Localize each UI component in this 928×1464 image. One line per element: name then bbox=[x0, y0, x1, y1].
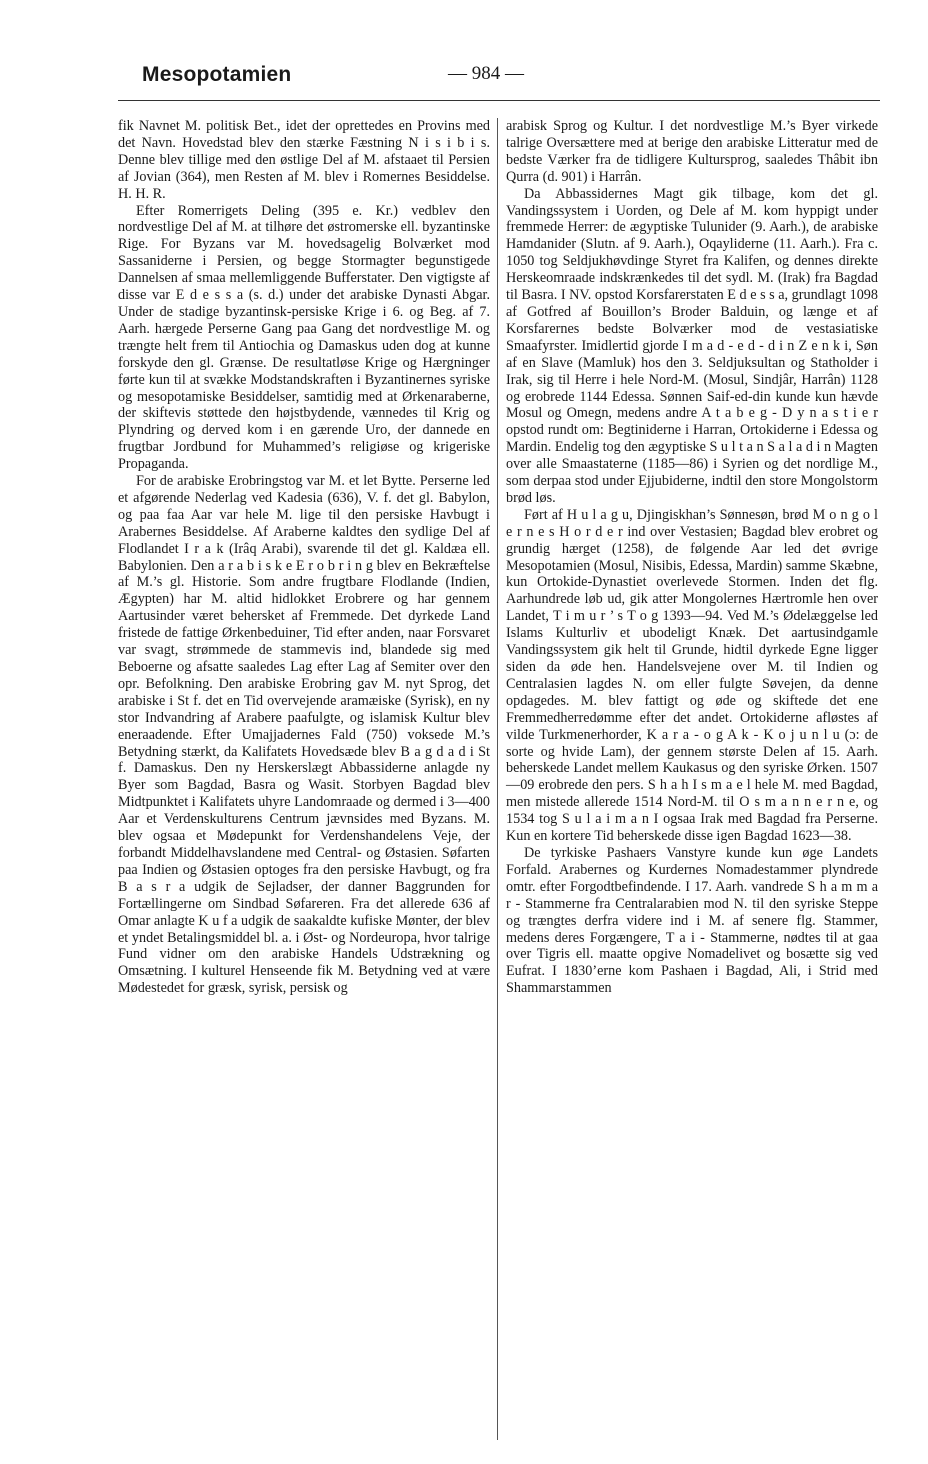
column-divider bbox=[497, 118, 498, 1440]
paragraph: arabisk Sprog og Kultur. I det nordvestlige M.’s Byer virkede talrige Oversættere med at berige den arabiske Litteratur med de bedste Værker fra de tidligere Kultursprog, saaledes Thâbit ibn Qurra (d. 901) i Harrân. bbox=[506, 118, 878, 185]
paragraph: De tyrkiske Pashaers Vanstyre kunde kun øge Landets Forfald. Arabernes og Kurdernes Nomadestammer plyndrede omtr. efter Forgodtbefindende. I 17. Aarh. vandrede S h a m m a r - Stammerne fra Centralarabien mod N. til den syriske Steppe og trængtes derfra videre ind i M. af senere flg. Stammer, medens deres Forgængere, T a i - Stammerne, nødtes til at gaa over Tigris ell. maatte opgive Nomadelivet og bosætte sig ved Eufrat. I 1830’erne kom Pashaen i Bagdad, Ali, i Strid med Shammarstammen bbox=[506, 844, 878, 997]
paragraph: Da Abbassidernes Magt gik tilbage, kom det gl. Vandingssystem i Uorden, og Dele af M. kom hyppigt under fremmede Herrer: de ægyptiske Tulunider (9. Aarh.), de arabiske Hamdanider (Slutn. af 9. Aarh.), Oqayliderne (11. Aarh.). Fra c. 1050 tog Seldjukhøvdinge Styret fra Kalifen, og dennes direkte Herskeomraade indskrænkedes til det sydl. M. (Irak) fra Bagdad til Basra. I NV. opstod Korsfarerstaten E d e s s a, grundlagt 1098 af Gotfred af Bouillon’s Broder Balduin, og længe et af Korsfarernes bedste Bolværker mod de vestasiatiske Smaafyrster. Imidlertid gjorde I m a d - e d - d i n Z e n k i, Søn af en Slave (Mamluk) hos den 3. Seldjuksultan og Statholder i Irak, sig til Herre i hele Nord-M. (Mosul, Sindjâr, Harrân) 1128 og erobrede 1144 Edessa. Sønnen Saif-ed-din kunde kun hævde Mosul og Omegn, medens andre A t a b e g - D y n a s t i e r opstod rundt om: Begtiniderne i Harran, Ortokiderne i Edessa og Mardin. Endelig tog den ægyptiske S u l t a n S a l a d i n Magten over alle Smaastaterne (1185—86) i Syrien og det nordlige M., som derpaa stod under Ejjubiderne, indtil den store Mongolstorm brød løs. bbox=[506, 185, 878, 506]
right-column bbox=[506, 118, 878, 997]
paragraph: Ført af H u l a g u, Djingiskhan’s Sønnesøn, brød M o n g o l e r n e s H o r d e r ind over Vestasien; Bagdad blev erobret og grundig hærget (1258), de følgende Aar led det øvrige Mesopotamien (Mosul, Nisibis, Edessa, Mardin) samme Skæbne, kun Ortokide-Dynastiet overlevede Stormen. Inden det flg. Aarhundrede løb ud, gik atter Mongolernes Hærtromle hen over Landet, T i m u r ’ s T o g 1393—94. Ved M.’s Ødelæggelse led Islams Kulturliv et ubodeligt Knæk. Det aartusindgamle Vandingssystem gik helt til Grunde, hidtil dyrkede Egne ligger siden da øde hen. Handelsvejene over M. til Indien og Centralasien lagdes N. om eller fulgte Søvejen, da denne opdagedes. M. blev fattigt og øde og skiftede det ene Fremmedherredømme efter det andet. Ortokiderne afløstes af vilde Turkmenerhorder, K a r a - o g A k - K o j u n l u (ɔ: de sorte og hvide Lam), der gennem største Delen af 15. Aarh. beherskede Landet mellem Kaukasus og den syriske Ørken. 1507—09 erobrede den pers. S h a h I s m a e l hele M. med Bagdad, men mistede allerede 1514 Nord-M. til O s m a n n e r n e, og 1534 tog S u l a i m a n I ogsaa Irak med Bagdad fra Perserne. Kun en kortere Tid beherskede disse igen Bagdad 1623—38. bbox=[506, 506, 878, 845]
paragraph: Efter Romerrigets Deling (395 e. Kr.) vedblev den nordvestlige Del af M. at tilhøre det østromerske ell. byzantinske Rige. For Byzans var M. hovedsagelig Bolværket mod Sassaniderne i Persien, og begge Stormagter begunstigede Dannelsen af smaa mellemliggende Bufferstater. Den vigtigste af disse var E d e s s a (s. d.) under det arabiske Dynasti Abgar. Under de stadige byzantinsk-persiske Krige i 6. og Beg. af 7. Aarh. hærgede Perserne Gang paa Gang det nordvestlige M. og trængte helt frem til Antiochia og Damaskus uden dog at kunne forskyde den gl. Grænse. De resultatløse Krige og Hærgninger førte kun til at svække Modstandskraften i Byzantinernes syriske og mesopotamiske Besiddelser, samtidig med at Ørkenaraberne, der skiftevis støttede den højstbydende, vænnedes til Krig og Plyndring og derved kom i en gærende Uro, der dannede en frugtbar Jordbund for Muhammed’s religiøse og krigeriske Propaganda. bbox=[118, 202, 490, 473]
header-rule bbox=[118, 100, 880, 101]
left-column bbox=[118, 118, 490, 997]
paragraph: fik Navnet M. politisk Bet., idet der oprettedes en Provins med det Navn. Hovedstad blev den stærke Fæstning N i s i b i s. Denne blev tillige med den østlige Del af M. afstaaet til Persien af Jovian (364), men Resten af M. blev i Romernes Besiddelse. H. H. R. bbox=[118, 118, 490, 202]
page-number: — 984 — bbox=[448, 63, 524, 84]
running-head-title: Mesopotamien bbox=[142, 63, 292, 86]
paragraph: For de arabiske Erobringstog var M. et let Bytte. Perserne led et afgørende Nederlag ved Kadesia (636), V. f. det gl. Babylon, og paa faa Aar var hele M. lige til den persiske Havbugt i Arabernes Besiddelse. Af Araberne kaldtes den sydlige Del af Flodlandet I r a k (Irâq Arabi), svarende til det gl. Kaldæa ell. Babylonien. Den a r a b i s k e E r o b r i n g blev en Bekræftelse af M.’s gl. Historie. Som andre frugtbare Flodlande (Indien, Ægypten) har M. altid hidlokket Erobrere og har gennem Aartusinder været behersket af Fremmede. Det dyrkede Land fristede de fattige Ørkenbeduiner, Tid efter anden, naar Forsvaret var svagt, strømmede de stammevis ind, blandede sig med Beboerne og afsatte saaledes Lag efter Lag af Semiter over den opr. Befolkning. Den arabiske Erobring gav M. nyt Sprog, det arabiske i St f. det en Tid overvejende aramæiske (Syrisk), en ny stor Indvandring af Arabere paafulgte, og islamisk Kultur blev eneraadende. Efter Umajjadernes Fald (750) voksede M.’s Betydning stærkt, da Kalifatets Hovedsæde blev B a g d a d i St f. Damaskus. Den ny Herskerslægt Abbassiderne anlagde ny Byer som Bagdad, Basra og Wasit. Storbyen Bagdad blev Midtpunktet i Kalifatets uhyre Landomraade og dermed i 3—400 Aar et Verdenskulturens Centrum jævnsides med Byzans. M. blev ogsaa et Mødepunkt for Verdenshandelens Veje, der forbandt Middelhavslandene med Central- og Østasien. Søfarten paa Indien og Østasien optoges fra den persiske Havbugt, og fra B a s r a udgik de Sejladser, der danner Baggrunden for Fortællingerne om Sindbad Søfareren. Fra det allerede 636 af Omar anlagte K u f a udgik de saakaldte kufiske Mønter, der blev et yndet Betalingsmiddel bl. a. i Øst- og Nordeuropa, hvor talrige Fund vidner om den arabiske Handels Udstrækning og Omsætning. I kulturel Henseende fik M. Betydning ved at være Mødestedet for græsk, syrisk, persisk og bbox=[118, 473, 490, 997]
page-header bbox=[0, 0, 928, 110]
